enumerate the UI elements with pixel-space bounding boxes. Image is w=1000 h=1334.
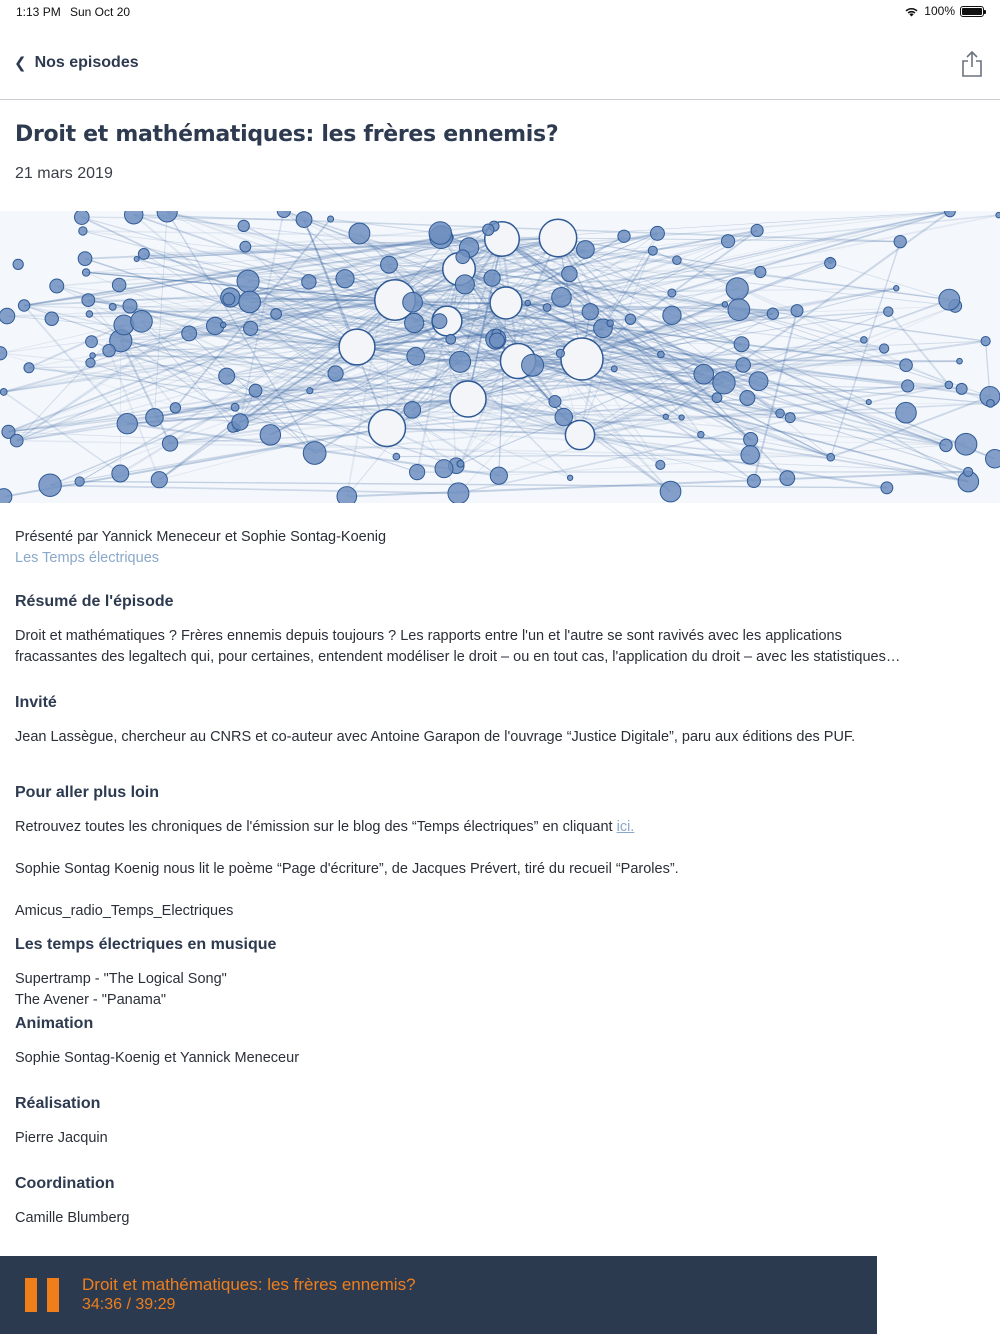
summary-heading: Résumé de l'épisode (15, 593, 174, 610)
battery-percent: 100% (924, 4, 955, 18)
realisation-text: Pierre Jacquin (15, 1130, 108, 1146)
back-button[interactable] (14, 54, 139, 72)
further-text-row (15, 817, 634, 838)
guest-text: Jean Lassègue, chercheur au CNRS et co-auteur avec Antoine Garapon de l'ouvrage “Justice Digitale”, paru aux éditions des PUF. (15, 729, 856, 745)
status-time: 1:13 PM (16, 5, 61, 19)
music-line-1: Supertramp - "The Logical Song" (15, 971, 227, 987)
pause-icon (25, 1278, 37, 1312)
nav-bar (0, 24, 1000, 100)
presented-by: Présenté par Yannick Meneceur et Sophie Sontag-Koenig (15, 529, 387, 545)
player-time: 34:36 / 39:29 (82, 1296, 176, 1313)
animation-heading: Animation (15, 1015, 94, 1032)
poem-text: Sophie Sontag Koenig nous lit le poème “Page d'écriture”, de Jacques Prévert, tiré du recueil “Paroles”. (15, 861, 679, 877)
player-duration: 39:29 (135, 1296, 176, 1313)
coordination-text: Camille Blumberg (15, 1210, 130, 1226)
show-name-link[interactable]: Les Temps électriques (15, 550, 160, 566)
back-label: Nos episodes (34, 54, 139, 71)
summary-line-2: fracassantes des legaltech qui, pour certaines, entendent modéliser le droit – ou en tout cas, l'application du droit – avec les statistiques… (15, 649, 901, 665)
status-bar (0, 0, 1000, 24)
episode-date: 21 mars 2019 (15, 165, 113, 182)
status-date: Sun Oct 20 (70, 5, 131, 19)
mini-player[interactable] (0, 1256, 877, 1334)
summary-line-1: Droit et mathématiques ? Frères ennemis depuis toujours ? Les rapports entre l'un et l'autre se sont ravivés avec les applications (15, 628, 842, 644)
realisation-heading: Réalisation (15, 1095, 101, 1112)
further-text: Retrouvez toutes les chroniques de l'émission sur le blog des “Temps électriques” en cliquant (15, 819, 613, 835)
chevron-left-icon: ❮ (14, 55, 27, 72)
status-right (904, 4, 984, 18)
page-title: Droit et mathématiques: les frères ennemis? (15, 122, 559, 147)
guest-heading: Invité (15, 694, 57, 711)
music-line-2: The Avener - "Panama" (15, 992, 167, 1008)
further-heading: Pour aller plus loin (15, 784, 160, 801)
pause-button[interactable] (25, 1278, 59, 1312)
animation-text: Sophie Sontag-Koenig et Yannick Meneceur (15, 1050, 300, 1066)
battery-icon (960, 6, 984, 17)
music-heading: Les temps électriques en musique (15, 936, 277, 953)
player-elapsed: 34:36 (82, 1296, 123, 1313)
share-icon[interactable] (960, 50, 984, 78)
player-title: Droit et mathématiques: les frères ennemis? (82, 1275, 416, 1294)
blog-link[interactable]: ici. (616, 819, 635, 835)
episode-hero-image (0, 211, 1000, 503)
tag-text: Amicus_radio_Temps_Electriques (15, 903, 234, 919)
coordination-heading: Coordination (15, 1175, 115, 1192)
wifi-icon (904, 6, 919, 17)
